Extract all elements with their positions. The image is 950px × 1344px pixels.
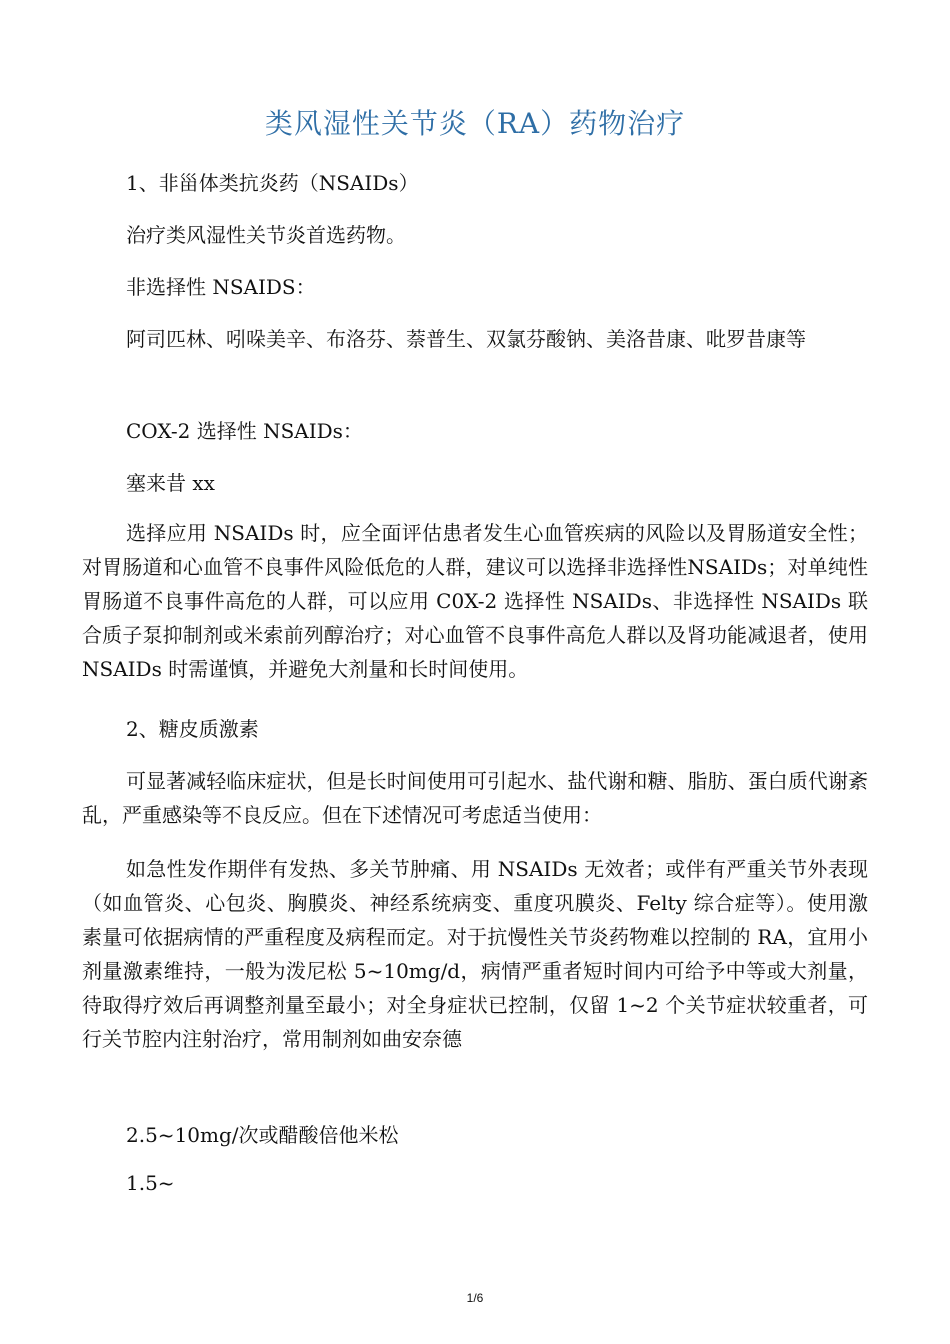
paragraph: 选择应用 NSAIDs 时，应全面评估患者发生心血管疾病的风险以及胃肠道安全性；对胃肠道和心血管不良事件风险低危的人群，建议可以选择非选择性NSAIDs；对单纯性胃肠道不良事件高危的人群，可以应用 C0X-2 选择性 NSAIDs、非选择性 NSAIDs 联合质子泵抑制剂或米索前列醇治疗；对心血管不良事件高危人群以及肾功能减退者，使用 NSAIDs 时需谨慎，并避免大剂量和长时间使用。	[82, 521, 868, 681]
document-title: 类风湿性关节炎（RA）药物治疗	[264, 107, 686, 140]
page-number: 1/6	[466, 1291, 484, 1305]
section-heading-nsaids: 1、非甾体类抗炎药（NSAIDs）	[126, 171, 419, 195]
paragraph: 2.5~10mg/次或醋酸倍他米松	[126, 1123, 399, 1147]
paragraph: COX-2 选择性 NSAIDs：	[126, 419, 363, 443]
section-heading-glucocorticoids: 2、糖皮质激素	[126, 717, 259, 741]
paragraph: 塞来昔 xx	[126, 471, 215, 495]
paragraph: 治疗类风湿性关节炎首选药物。	[126, 223, 406, 247]
paragraph: 如急性发作期伴有发热、多关节肿痛、用 NSAIDs 无效者；或伴有严重关节外表现（如血管炎、心包炎、胸膜炎、神经系统病变、重度巩膜炎、Felty 综合症等）。使用激素量可依据病情的严重程度及病程而定。对于抗慢性关节炎药物难以控制的 RA，宜用小剂量激素维持，一般为泼尼松 5~10mg/d，病情严重者短时间内可给予中等或大剂量，待取得疗效后再调整剂量至最小；对全身症状已控制，仅留 1~2 个关节症状较重者，可行关节腔内注射治疗，常用制剂如曲安奈德	[82, 857, 868, 1051]
paragraph: 可显著减轻临床症状，但是长时间使用可引起水、盐代谢和糖、脂肪、蛋白质代谢紊乱，严重感染等不良反应。但在下述情况可考虑适当使用：	[82, 769, 868, 827]
paragraph: 非选择性 NSAIDS：	[126, 275, 316, 299]
paragraph: 1.5~	[126, 1171, 175, 1195]
paragraph: 阿司匹林、吲哚美辛、布洛芬、萘普生、双氯芬酸钠、美洛昔康、吡罗昔康等	[126, 327, 806, 351]
